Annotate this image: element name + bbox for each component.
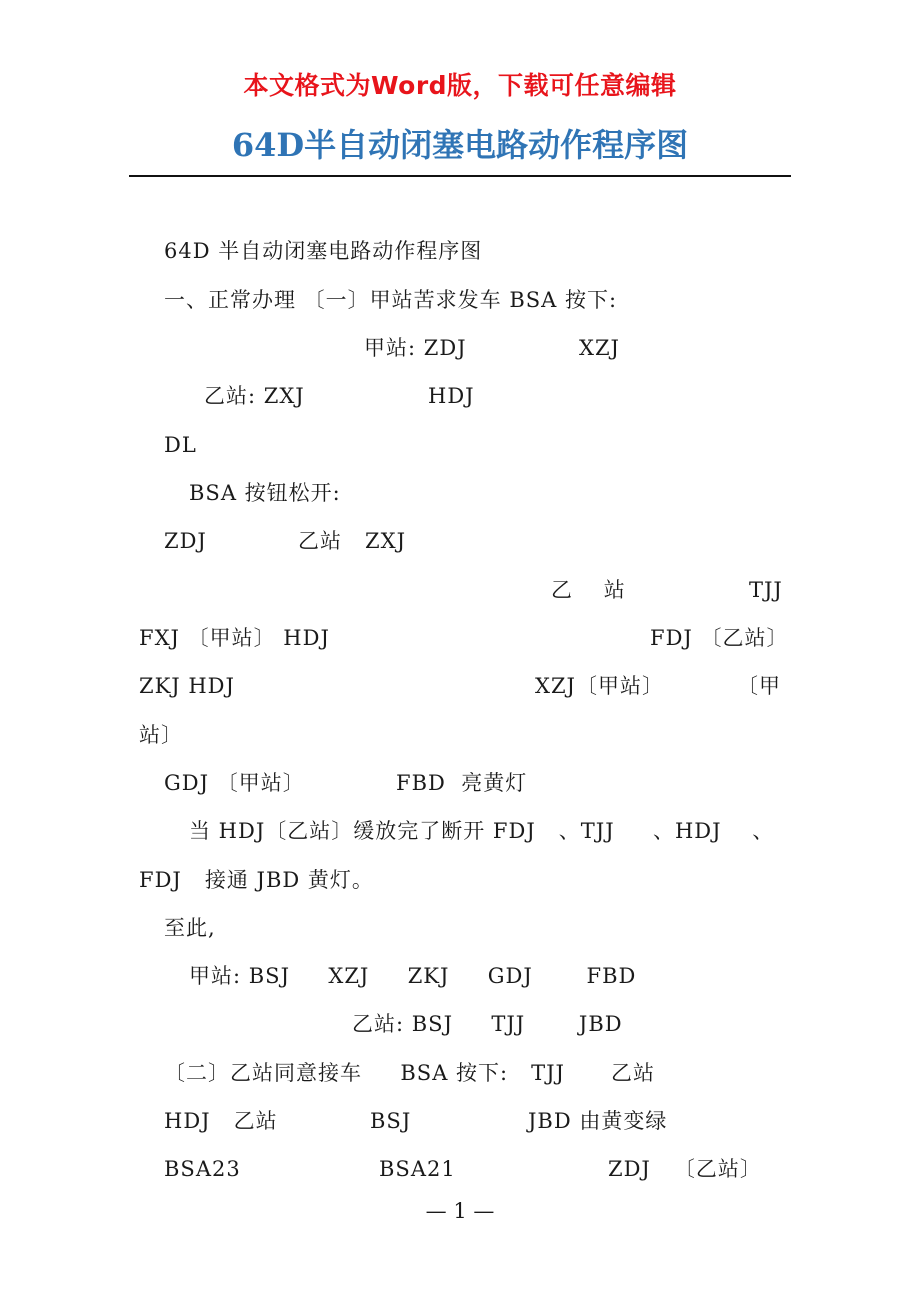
body-line: BSA21: [379, 1157, 456, 1181]
body-line: XZJ〔甲站〕: [535, 674, 664, 698]
body-line: 甲站: ZDJ: [364, 336, 467, 360]
body-line: 64D 半自动闭塞电路动作程序图: [164, 239, 483, 263]
body-line: JBD 由黄变绿: [528, 1109, 668, 1133]
body-line: ZKJ HDJ: [139, 674, 235, 698]
title-divider: [129, 175, 791, 177]
body-line: 乙站: BSJ TJJ JBD: [352, 1012, 623, 1036]
body-line: 〔甲: [737, 674, 781, 698]
body-line: 乙 站: [551, 578, 626, 602]
body-line: 一、正常办理 〔一〕甲站苦求发车 BSA 按下:: [164, 288, 618, 312]
download-banner: 本文格式为Word版，下载可任意编辑: [243, 71, 677, 100]
body-line: 〔二〕乙站同意接车 BSA 按下: TJJ 乙站: [164, 1061, 656, 1085]
body-line: FDJ 接通 JBD 黄灯。: [139, 868, 374, 892]
body-line: GDJ 〔甲站〕: [164, 771, 305, 795]
body-line: BSA 按钮松开:: [189, 481, 341, 505]
body-line: 甲站: BSJ XZJ ZKJ GDJ FBD: [189, 964, 637, 988]
body-line: BSJ: [370, 1109, 412, 1133]
body-line: ZDJ 〔乙站〕: [608, 1157, 762, 1181]
document-title: 64D半自动闭塞电路动作程序图: [231, 126, 689, 164]
body-line: ZDJ: [164, 529, 207, 553]
body-line: FBD 亮黄灯: [396, 771, 528, 795]
body-line: FDJ 〔乙站〕: [650, 626, 789, 650]
body-line: TJJ: [749, 578, 783, 602]
body-line: BSA23: [164, 1157, 241, 1181]
body-line: HDJ: [428, 384, 475, 408]
body-line: 站〕: [139, 723, 183, 747]
body-line: 乙站 ZXJ: [298, 529, 406, 553]
body-line: DL: [164, 433, 197, 457]
body-line: 乙站: ZXJ: [204, 384, 305, 408]
body-line: HDJ 乙站: [164, 1109, 278, 1133]
body-line: 至此,: [164, 916, 216, 940]
body-line: XZJ: [579, 336, 620, 360]
body-line: FXJ 〔甲站〕 HDJ: [139, 626, 330, 650]
body-line: 当 HDJ〔乙站〕缓放完了断开 FDJ 、TJJ 、HDJ 、: [189, 819, 775, 843]
page-number: — 1 —: [425, 1199, 495, 1223]
